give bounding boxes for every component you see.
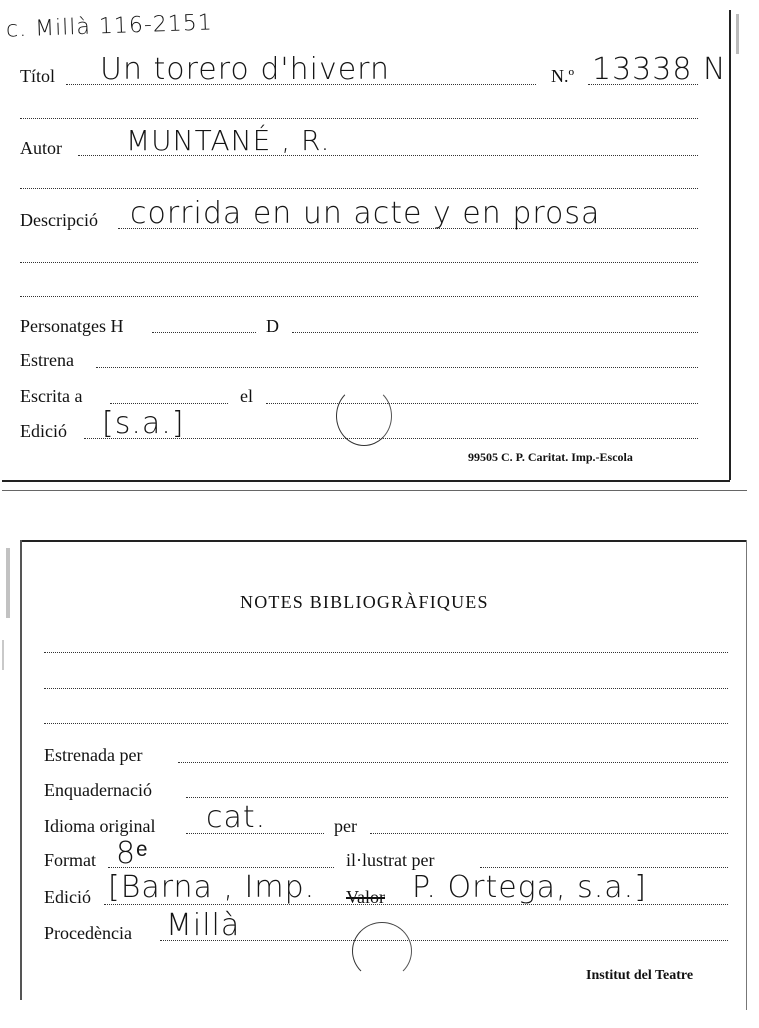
notes-line-1 — [44, 652, 728, 653]
notes-line-3 — [44, 723, 728, 724]
titol-value: Un torero d'hivern — [100, 52, 390, 87]
illustrat-label: il·lustrat per — [346, 850, 435, 870]
top-card-bottom-edge — [2, 480, 730, 482]
autor-line-2 — [20, 188, 698, 189]
autor-value: MUNTANÉ , R. — [126, 124, 331, 157]
estrenada-line — [178, 762, 728, 763]
institution: Institut del Teatre — [586, 968, 694, 983]
notes-line-2 — [44, 688, 728, 689]
top-card-shadow-edge — [2, 490, 747, 491]
descripcio-label: Descripció — [20, 210, 98, 230]
scan-speck — [2, 640, 4, 670]
bottom-card-left-edge — [20, 540, 22, 1000]
imprint: 99505 C. P. Caritat. Imp.-Escola — [468, 450, 633, 464]
descripcio-line-3 — [20, 296, 698, 297]
top-card-right-edge — [729, 10, 731, 480]
punch-hole-2 — [352, 922, 412, 980]
edicio-label-2: Edició — [44, 887, 91, 907]
d-label: D — [266, 316, 279, 336]
personatges-h-line — [152, 332, 256, 333]
estrenada-label: Estrenada per — [44, 745, 143, 765]
estrena-label: Estrena — [20, 350, 74, 370]
procedencia-label: Procedència — [44, 923, 132, 943]
format-label: Format — [44, 850, 96, 870]
personatges-label: Personatges H — [20, 316, 124, 336]
bottom-card-top-edge — [20, 540, 747, 542]
edicio-value-a: [Barna , Imp. — [108, 870, 316, 905]
bottom-card-right-edge — [746, 540, 747, 1010]
format-value: 8ᵉ — [116, 836, 149, 871]
procedencia-line — [160, 940, 728, 941]
enquadernacio-line — [186, 797, 728, 798]
descripcio-line-2 — [20, 262, 698, 263]
idioma-label: Idioma original — [44, 816, 156, 836]
punch-hole — [336, 386, 392, 446]
titol-label: Títol — [20, 66, 55, 86]
illustrat-line — [480, 867, 728, 868]
per-label: per — [334, 816, 357, 836]
notes-heading: NOTES BIBLIOGRÀFIQUES — [240, 592, 489, 612]
el-label: el — [240, 386, 253, 406]
personatges-d-line — [292, 332, 698, 333]
edicio-label: Edició — [20, 421, 67, 441]
autor-label: Autor — [20, 138, 62, 158]
edicio-value: [s.a.] — [102, 406, 185, 441]
titol-line-2 — [20, 118, 698, 119]
scan-speck — [736, 14, 739, 54]
descripcio-value: corrida en un acte y en prosa — [130, 196, 601, 231]
idioma-value: cat. — [206, 800, 267, 835]
procedencia-value: Millà — [166, 908, 241, 943]
idioma-per-line — [370, 833, 728, 834]
el-line — [266, 403, 698, 404]
numero-value: 13338 N — [592, 52, 727, 87]
escrita-line — [110, 403, 228, 404]
edicio-value-b: P. Ortega, s.a.] — [412, 870, 647, 905]
numero-label: N.º — [551, 66, 575, 86]
enquadernacio-label: Enquadernació — [44, 780, 152, 800]
shelf-mark: c. Millà 116-2151 — [5, 10, 214, 43]
edicio-struck: Valor — [346, 887, 385, 907]
escrita-label: Escrita a — [20, 386, 83, 406]
scan-speck — [6, 548, 10, 618]
estrena-line — [96, 367, 698, 368]
